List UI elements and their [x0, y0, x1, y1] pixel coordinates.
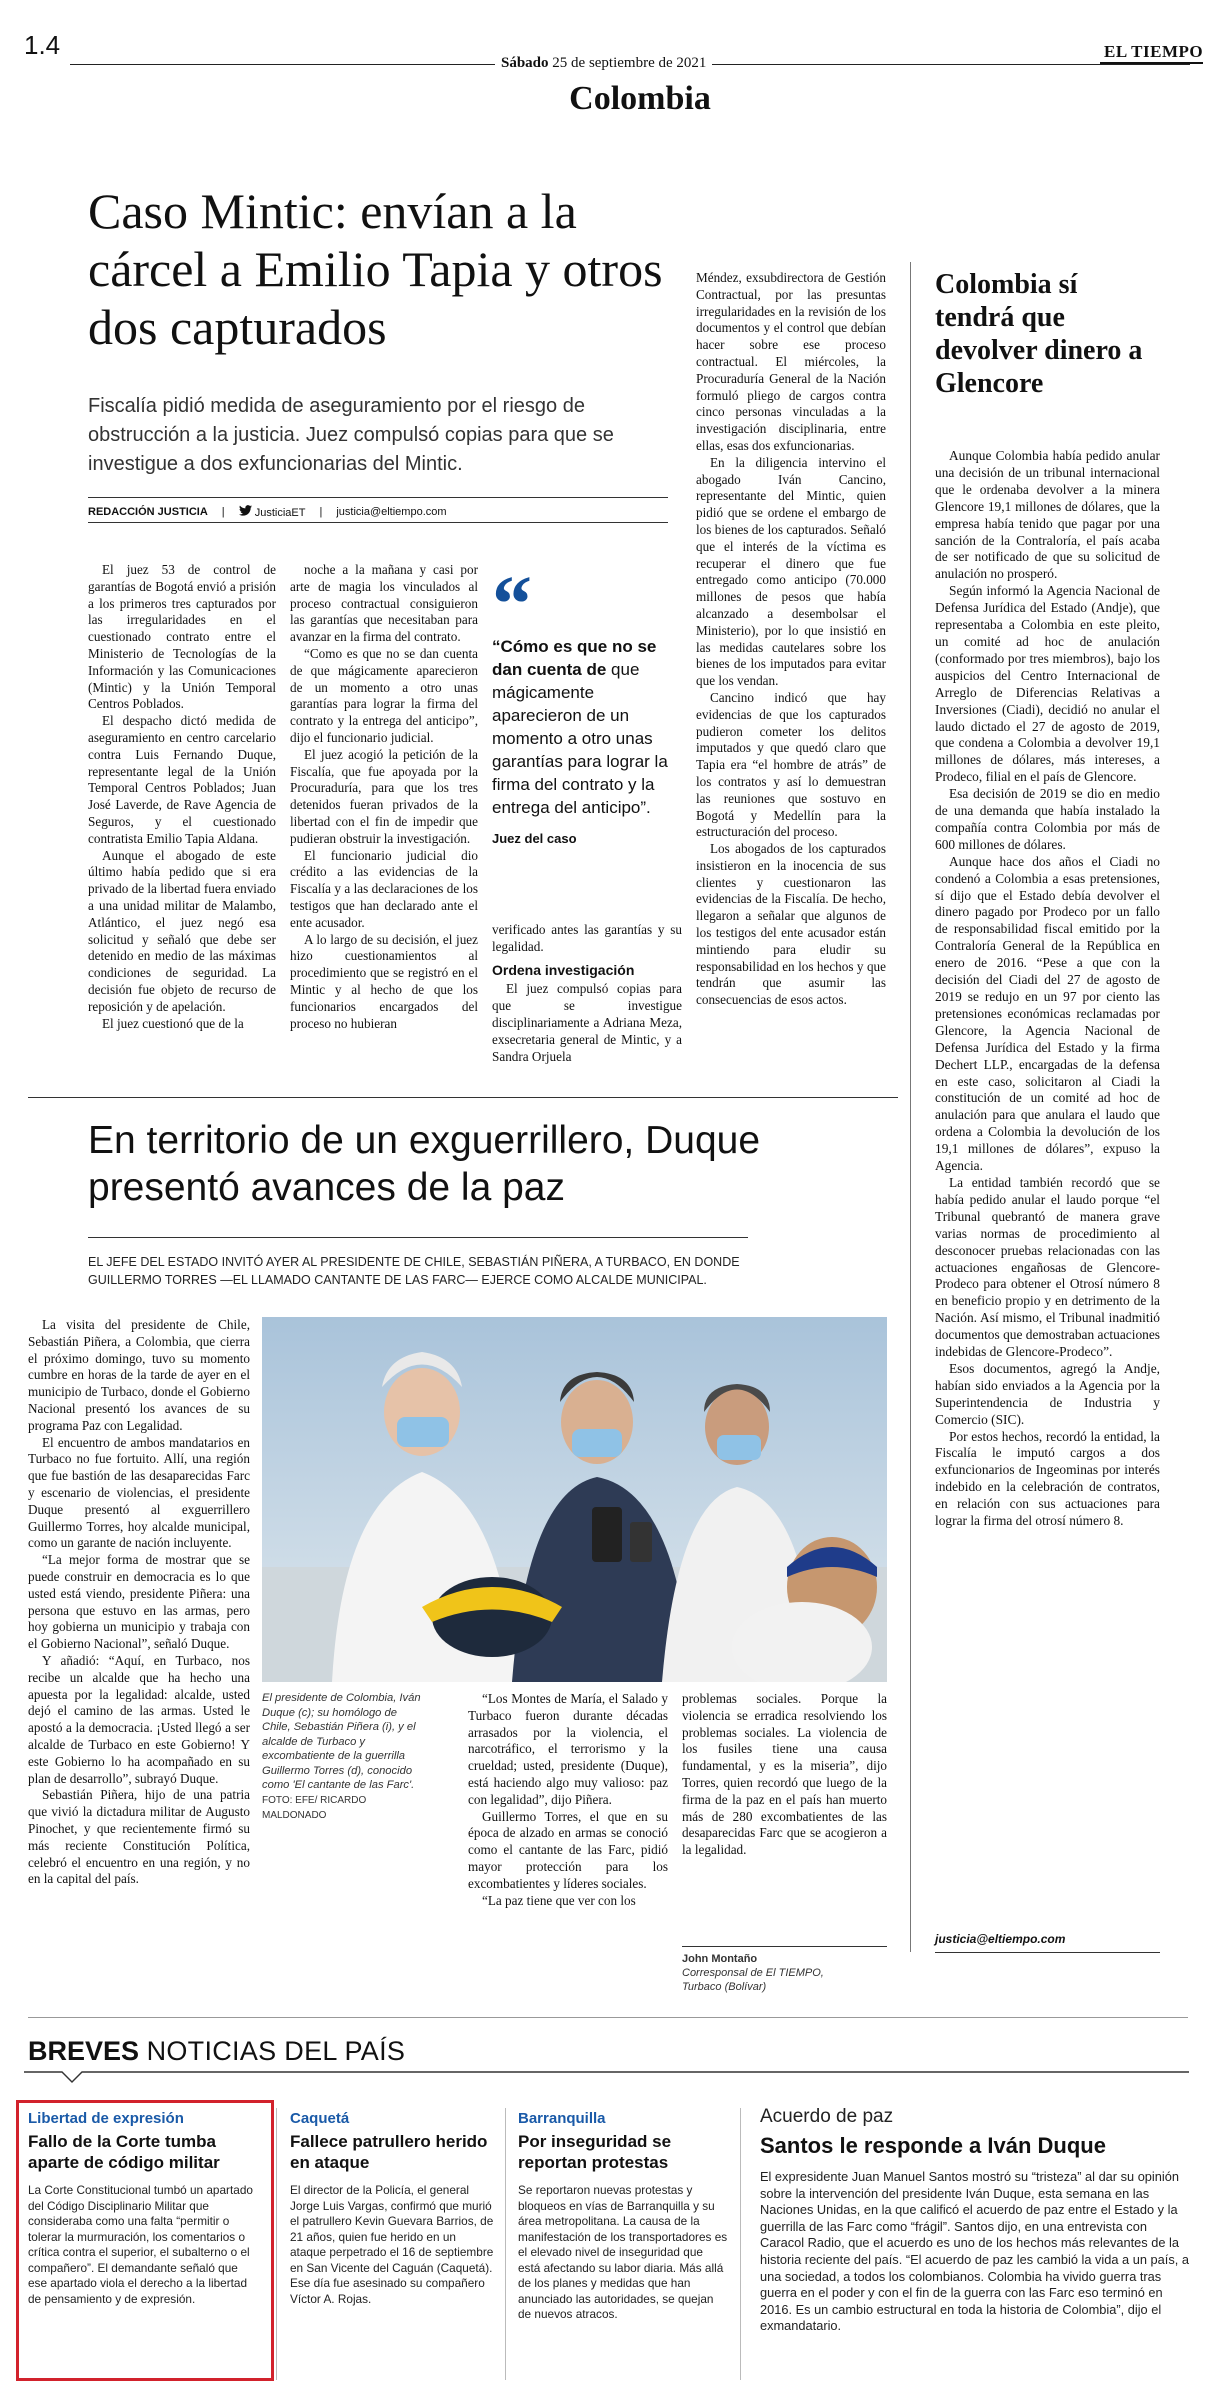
- brief-headline: Por inseguridad se reportan protestas: [518, 2132, 672, 2172]
- paragraph: problemas sociales. Porque la violencia se erradica resolviendo los problemas sociales. La violencia de los fusiles tiene una causa fundamental, y es la miseria”, dijo Torres, quien recordó que luego de la firma de la paz en el país han muerto más de 280 excombatientes de las desaparecidas Farc que se acogieron a la legalidad.: [682, 1691, 887, 1858]
- paragraph: La entidad también recordó que se había pedido anular el laudo porque “el Tribunal quebrantó de manera grave varias normas de procedimiento al desconocer pruebas relacionadas con las actuaciones engañosas de Glencore-Prodeco para obtener el Otrosí número 8 en beneficio propio y en detrimento de la Nación. Así mismo, el Tribunal inadmitió documentos que demostraban actuaciones indebidas de Glencore-Prodeco”.: [935, 1174, 1160, 1360]
- brief-headline: Fallo de la Corte tumba aparte de código militar: [28, 2132, 220, 2172]
- twitter-bird-icon: [239, 505, 252, 516]
- paragraph: El funcionario judicial dio crédito a las evidencias de la Fiscalía y a las declaraciones de los testigos que han declarado ante el ente acusador.: [290, 847, 478, 930]
- brief-item: [28, 2110, 260, 2307]
- sidebar-email[interactable]: justicia@eltiempo.com: [935, 1932, 1066, 1946]
- breves-top-rule: [28, 2017, 1188, 2018]
- brief-item-featured: [760, 2106, 1190, 2335]
- paragraph: noche a la mañana y casi por arte de magia los vinculados al proceso contractual consiguieron las garantías que necesitaban para avanzar en la firma del contrato.: [290, 562, 478, 645]
- article1-column-2: [290, 562, 478, 1032]
- paragraph: Y añadió: “Aquí, en Turbaco, nos recibe un alcalde que ha hecho una apuesta por la legalidad: alcalde, usted dejó el camino de las armas. Usted le apostó a la democracia. ¡Usted llegó a ser alcalde de Turbaco en este Gobierno! Y este Gobierno lo ha acompañado en su plan de desarrollo”, subrayó Duque.: [28, 1652, 250, 1786]
- pull-quote: [492, 561, 682, 846]
- brief-body: El expresidente Juan Manuel Santos mostró su “tristeza” al dar su opinión sobre la intervención del presidente Iván Duque, esta semana en las Naciones Unidas, en la que calificó el acuerdo de paz entre el Estado y la guerrilla de las Farc como “frágil”. Santos dijo, en una entrevista con Caracol Radio, que el acuerdo es uno de los hechos más relevantes de la historia reciente del país. “El acuerdo de paz les cambió la vida a un país, a una sociedad, a todos los colombianos. Colombia ha vivido guerra tras guerra en el poder y con el fin de la guerra con las Farc eso terminó en 2016. Es un cambio estructural en toda la historia de Colombia”, dijo el exmandatario.: [760, 2169, 1189, 2334]
- pull-quote-text: [492, 635, 682, 819]
- photo-caption-text: El presidente de Colombia, Iván Duque (c); su homólogo de Chile, Sebastián Piñera (i), y el alcalde de Turbaco y excombatiente de la guerrilla Guillermo Torres (d), conocido como 'El cantante de las Farc'.: [262, 1692, 421, 1791]
- section-title: Colombia: [569, 80, 711, 117]
- article2-column-1: [28, 1317, 250, 1888]
- article2-author: [682, 1952, 887, 1994]
- breves-label: BREVES: [28, 2036, 140, 2066]
- article1-byline: [88, 505, 668, 519]
- brief-body: La Corte Constitucional tumbó un apartado del Código Disciplinario Militar que consideraba como una falta “permitir o tolerar la murmuración, los comentarios o crítica contra el superior, el subalterno o el compañero”. El demandante señaló que ese apartado viola el derecho a la libertad de pensamiento y de expresión.: [28, 2183, 253, 2306]
- paragraph: “La mejor forma de mostrar que se puede construir en democracia es lo que usted está viendo, presidente Piñera: una persona que estuvo en las armas, pero hoy gobierna un municipio y trabaja con el Gobierno Nacional”, señaló Duque.: [28, 1552, 250, 1652]
- brief-divider: [505, 2108, 506, 2380]
- paragraph: Por estos hechos, recordó la entidad, la Fiscalía le imputó cargos a dos exfuncionarios de Ingeominas por interés indebido en la celebración de contratos, en relación con sus actuaciones para lograr la firma del otrosí número 8.: [935, 1428, 1160, 1529]
- paragraph: Guillermo Torres, el que en su época de alzado en armas se conoció como el cantante de las Farc, pidió mayor protección para los excombatientes y líderes sociales.: [468, 1808, 668, 1891]
- article1-byline-rule-bottom: [88, 522, 668, 523]
- article1-title: Caso Mintic: envían a la cárcel a Emilio Tapia y otros dos capturados: [88, 183, 663, 355]
- paragraph: El juez compulsó copias para que se investigue disciplinariamente a Adriana Meza, exsecretaria general de Mintic, y a Sandra Orjuela: [492, 981, 682, 1064]
- paragraph: El despacho dictó medida de aseguramiento en centro carcelario contra Luis Fernando Duque, representante legal de la Unión Temporal Centros Poblados; Juan José Laverde, de Rave Agencia de Seguros, y el cuestionado contratista Emilio Tapia Aldana.: [88, 713, 276, 846]
- byline-desk: REDACCIÓN JUSTICIA: [88, 506, 208, 518]
- paragraph: Méndez, exsubdirectora de Gestión Contractual, por las presuntas irregularidades en la revisión de los documentos y el control que debían hacer sobre ese proceso contractual. El miércoles, la Procuraduría General de la Nación formuló pliego de cargos contra cinco personas vinculadas a la investigación disciplinaria, entre ellas, esas dos exfuncionarias.: [696, 270, 886, 453]
- paragraph: Cancino indicó que hay evidencias de que los capturados pudieron cometer los delitos imputados y que quedó claro que Tapia era “el hombre de atrás” de los contratos y así lo demuestran las reuniones que sostuvo en Bogotá y Medellín para la estructuración del proceso.: [696, 689, 886, 840]
- paragraph: Aunque Colombia había pedido anular una decisión de un tribunal internacional que le ordenaba devolver a la minera Glencore 19,1 millones de dólares, que la empresa había tenido que pagar por una sanción de la Contraloría, el país acaba de ser notificado de que su solicitud de anulación no prosperó.: [935, 448, 1160, 582]
- paragraph: En la diligencia intervino el abogado Iván Cancino, representante del Mintic, quien pidió que se ordene el embargo de los bienes de los capturados. Señaló que el interés de la víctima es recuperar el dinero que fue entregado como anticipo (70.000 millones de pesos que había alcanzado a desembolsar el Ministerio), por lo que insistió en las medidas cautelares sobre los bienes de los imputados para evitar que los vendan.: [696, 454, 886, 689]
- breves-pointer-rule: [24, 2068, 1189, 2084]
- issue-date: [495, 55, 712, 72]
- article1-column-4: [696, 270, 886, 1009]
- pull-quote-source: Juez del caso: [492, 831, 577, 846]
- sidebar-body: [935, 448, 1160, 1530]
- paragraph: “Los Montes de María, el Salado y Turbaco fueron durante décadas arrasados por la violencia, el narcotráfico, el terrorismo y la crueldad; usted, presidente (Duque), está haciendo algo muy valioso: paz con legalidad”, dijo Piñera.: [468, 1691, 668, 1807]
- paragraph: El juez acogió la petición de la Fiscalía, que fue apoyada por la Procuraduría, para que los tres detenidos fueran privados de la libertad con el fin de impedir que pudieran obstruir la investigación.: [290, 746, 478, 846]
- paragraph: A lo largo de su decisión, el juez hizo cuestionamientos al procedimiento que se registró en el Mintic y al hecho de que los funcionarios encargados del proceso no hubieran: [290, 931, 478, 1031]
- paragraph: La visita del presidente de Chile, Sebastián Piñera, a Colombia, que cierra el próximo domingo, tuvo su momento cumbre en horas de la tarde de ayer en el municipio de Turbaco, donde el Gobierno Nacional presentó los avances de su programa Paz con Legalidad.: [28, 1317, 250, 1433]
- article2-column-3: [468, 1691, 668, 1909]
- brief-category: Libertad de expresión: [28, 2110, 184, 2127]
- newspaper-brand: EL TIEMPO: [1100, 42, 1203, 64]
- pull-quote-bold: “Cómo es que no se dan cuenta de: [492, 637, 657, 679]
- brief-item: [290, 2110, 495, 2307]
- breves-sublabel: NOTICIAS DEL PAÍS: [146, 2036, 406, 2066]
- article-separator: [28, 1097, 898, 1098]
- brief-category: Acuerdo de paz: [760, 2106, 894, 2127]
- paragraph: “Como es que no se dan cuenta de que mágicamente aparecieron de un momento a otro unas garantías para lograr la firma del contrato y la entrega del anticipo”, dijo el funcionario judicial.: [290, 645, 478, 745]
- article2-title: En territorio de un exguerrillero, Duque presentó avances de la paz: [88, 1119, 761, 1209]
- page-number: 1.4: [24, 30, 61, 60]
- paragraph: Los abogados de los capturados insistieron en la inocencia de sus clientes y cuestionaron las evidencias de la Fiscalía. De hecho, llegaron a señalar que algunos de los testigos del ente acusador están mintiendo para eludir su responsabilidad en los hechos y que tendrán que asumir las consecuencias de esos actos.: [696, 841, 886, 1008]
- photo-illustration: [262, 1317, 887, 1682]
- paragraph: Sebastián Piñera, hijo de una patria que vivió la dictadura militar de Augusto Pinochet, y que recientemente firmó su más reciente Constitución Política, celebró el encuentro en una región, y no en la capital del país.: [28, 1787, 250, 1887]
- pull-quote-rest: que mágicamente aparecieron de un momento a otro unas garantías para lograr la firma del contrato y la entrega del anticipo”.: [492, 660, 668, 817]
- brief-headline: Fallece patrullero herido en ataque: [290, 2132, 488, 2172]
- article1-column-1: [88, 562, 276, 1032]
- paragraph: El juez 53 de control de garantías de Bogotá envió a prisión a los primeros tres capturados por las irregularidades en el cuestionado contrato entre el Ministerio de Tecnologías de la Información y las Comunicaciones (Mintic) y la Unión Temporal Centros Poblados.: [88, 562, 276, 712]
- quote-mark-icon: “: [492, 561, 532, 649]
- article1-byline-rule-top: [88, 497, 668, 498]
- byline-twitter[interactable]: [239, 505, 306, 519]
- brief-divider: [740, 2108, 741, 2380]
- article1-column-3: [492, 922, 682, 1065]
- paragraph: Esa decisión de 2019 se dio en medio de una demanda que había instalado la compañía contra Colombia por más de 600 millones de dólares.: [935, 786, 1160, 852]
- brief-body: El director de la Policía, el general Jorge Luis Vargas, confirmó que murió el patrullero Kevin Guevara Barrios, de 21 años, quien fue herido en un ataque perpetrado el 16 de septiembre en San Vicente del Caguán (Caquetá). Ese día fue asesinado su compañero Víctor A. Rojas.: [290, 2183, 494, 2306]
- breves-heading: [28, 2036, 405, 2067]
- paragraph: Según informó la Agencia Nacional de Defensa Jurídica del Estado (Andje), que representaba a Colombia en este pleito, un comité ad hoc de anulación (conformado por tres miembros), bajo los auspicios del Centro Internacional de Arreglo de Diferencias Relativas a Inversiones (Ciadi), decidió no anular el laudo dictado el 27 de agosto de 2019, que condena a Colombia a devolver 19,1 millones de dólares, más intereses, a Prodeco, filial en el país de Glencore.: [935, 583, 1160, 785]
- article1-dek: Fiscalía pidió medida de aseguramiento por el riesgo de obstrucción a la justicia. Juez compulsó copias para que se investigue a dos exfuncionarias del Mintic.: [88, 395, 614, 475]
- article1-subhead: Ordena investigación: [492, 961, 635, 978]
- issue-weekday: Sábado: [501, 55, 549, 71]
- brief-body: Se reportaron nuevas protestas y bloqueos en vías de Barranquilla y su área metropolitana. La causa de la manifestación de los transportadores es el elevado nivel de inseguridad que está afectando su labor diaria. Más allá de los planes y medidas que han anunciado las autoridades, se quejan de nuevos atracos.: [518, 2183, 728, 2321]
- photo-credit: FOTO: EFE/ RICARDO MALDONADO: [262, 1794, 367, 1821]
- byline-twitter-handle: JusticiaET: [254, 507, 306, 519]
- byline-email[interactable]: justicia@eltiempo.com: [336, 506, 447, 518]
- brief-category: Caquetá: [290, 2110, 350, 2127]
- author-role: Corresponsal de El TIEMPO,: [682, 1967, 824, 1979]
- paragraph: verificado antes las garantías y su legalidad.: [492, 922, 682, 954]
- byline-separator: |: [221, 506, 225, 518]
- article2-column-4: [682, 1691, 887, 1859]
- paragraph: “La paz tiene que ver con los: [482, 1892, 636, 1908]
- paragraph: Aunque el abogado de este último había pedido que si era privado de la libertad fuera enviado a una unidad militar de Malambo, Atlántico, el juez negó esa solicitud y señaló que debe ser detenido en medio de las máximas condiciones de seguridad. La decisión fue objeto de recurso de reposición y de apelación.: [88, 847, 276, 1014]
- paragraph: Aunque hace dos años el Ciadi no condenó a Colombia a esas pretensiones, sí dijo que el Estado debía devolver el dinero pagado por Prodeco por un fallo de responsabilidad fiscal emitido por la Contraloría General de la República en enero de 2016. “Pese a que con la decisión del Ciadi del 27 de agosto de 2019 se redujo en un 97 por ciento las pretensiones económicas reclamadas por Glencore, la Agencia Nacional de Defensa Jurídica del Estado y la firma Dechert LLP., encargadas de la defensa en este caso, solicitaron al Ciadi la constitución de un comité ad hoc de anulación para que anulara el laudo que ordena a Colombia la devolución de los 19,1 millones de dólares”, expuso la Agencia.: [935, 853, 1160, 1174]
- author-place: Turbaco (Bolívar): [682, 1981, 767, 1993]
- brief-category: Barranquilla: [518, 2110, 606, 2127]
- paragraph: El encuentro de ambos mandatarios en Turbaco no fue fortuito. Allí, una región que fue bastión de las desaparecidas Farc y escenario de violencias, el presidente Duque presentó al exguerrillero Guillermo Torres, hoy alcalde municipal, como un garante de nación incluyente.: [28, 1434, 250, 1551]
- byline-separator: |: [319, 506, 323, 518]
- sidebar-divider: [910, 262, 911, 1952]
- sidebar-rule: [935, 1952, 1160, 1953]
- brief-headline: Santos le responde a Iván Duque: [760, 2133, 1106, 2158]
- brief-divider: [276, 2108, 277, 2380]
- photo-caption: [262, 1691, 422, 1824]
- paragraph: Esos documentos, agregó la Andje, habían sido enviados a la Agencia por la Superintendencia de Industria y Comercio (SIC).: [935, 1360, 1160, 1427]
- brief-item: [518, 2110, 728, 2323]
- issue-date-text: 25 de septiembre de 2021: [552, 55, 707, 71]
- sidebar-title: Colombia sí tendrá que devolver dinero a Glencore: [935, 269, 1143, 399]
- article2-dek: EL JEFE DEL ESTADO INVITÓ AYER AL PRESIDENTE DE CHILE, SEBASTIÁN PIÑERA, A TURBACO, EN DONDE GUILLERMO TORRES —EL LLAMADO CANTANTE DE LAS FARC— EJERCE COMO ALCALDE MUNICIPAL.: [88, 1255, 740, 1287]
- article2-dek-rule: [88, 1237, 748, 1238]
- author-name: John Montaño: [682, 1953, 758, 1965]
- news-photo: [262, 1317, 887, 1682]
- author-rule: [682, 1946, 887, 1947]
- paragraph: El juez cuestionó que de la: [102, 1015, 244, 1031]
